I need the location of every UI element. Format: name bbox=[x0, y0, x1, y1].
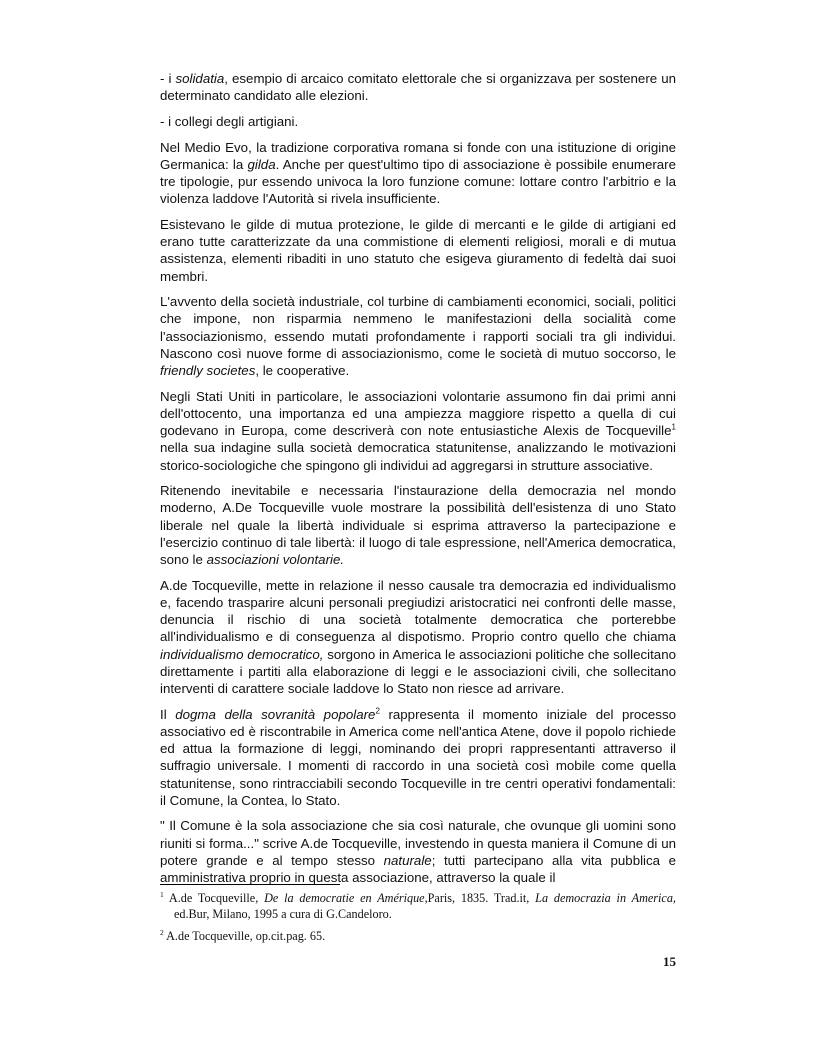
text-run: friendly societes bbox=[160, 363, 256, 379]
text-run: dogma della sovranità popolare bbox=[175, 706, 376, 722]
footnotes bbox=[160, 891, 676, 952]
paragraph bbox=[160, 577, 676, 697]
text-run: nella sua indagine sulla società democratica statunitense, analizzando le motivazioni storico-sociologiche che spingono gli individui ad aggregarsi in strutture associative. bbox=[160, 440, 676, 473]
text-run: - i collegi degli artigiani. bbox=[160, 113, 299, 129]
footnote-ref: 2 bbox=[160, 927, 164, 937]
footnote-2 bbox=[160, 929, 676, 945]
text-run: sorgono in America le associazioni politiche che sollecitano direttamente i partiti alla elaborazione di leggi e le associazioni civili, che sollecitano interventi di carattere sociale laddove lo Stato non riesce ad arrivare. bbox=[160, 646, 676, 696]
paragraph bbox=[160, 817, 676, 886]
text-run: naturale bbox=[383, 852, 432, 868]
paragraph bbox=[160, 113, 676, 130]
paragraph bbox=[160, 216, 676, 285]
paragraph bbox=[160, 482, 676, 568]
text-run: ed.Bur, Milano, 1995 a cura di G.Candeloro. bbox=[174, 906, 392, 921]
text-run: Ritenendo inevitabile e necessaria l'instaurazione della democrazia nel mondo moderno, A.De Tocqueville vuole mostrare la possibilità dell'esistenza di uno Stato liberale nel quale la libertà individuale si esprima attraverso la partecipazione e l'esercizio continuo di tale libertà: il luogo di tale espressione, nell'America democratica, sono le bbox=[160, 483, 676, 568]
text-run: rappresenta il momento iniziale del processo associativo ed è riscontrabile in America come nell'antica Atene, dove il popolo richiede ed attua la formazione di leggi, nominando dei propri rappresentanti attraverso il suffragio universale. I momenti di raccordo in una società così mobile come quella statunitense, sono rintracciabili secondo Tocqueville in tre centri operativi fondamentali: il Comune, la Contea, lo Stato. bbox=[160, 706, 677, 808]
paragraph bbox=[160, 293, 676, 379]
text-run: La democrazia in America, bbox=[535, 891, 676, 905]
paragraph bbox=[160, 706, 676, 809]
text-run: solidatia bbox=[175, 71, 225, 86]
text-run: A.de Tocqueville, bbox=[163, 891, 265, 905]
footnote-ref: 2 bbox=[375, 706, 380, 716]
text-run: gilda bbox=[247, 156, 276, 172]
text-run: L'avvento della società industriale, col turbine di cambiamenti economici, sociali, politici che impone, non risparmia nemmeno le manifestazioni della socialità come l'associazionismo, essendo mutati profondamente i rapporti sociali tra gli individui. Nascono così nuove forme di associazionismo, come le società di mutuo soccorso, le bbox=[160, 294, 676, 361]
text-run: - i bbox=[160, 71, 176, 86]
text-run: Esistevano le gilde di mutua protezione, le gilde di mercanti e le gilde di artigiani ed erano tutte caratterizzate da una commistione di elementi religiosi, morali e di mutua assistenza, elementi ribaditi in uno statuto che esigeva giuramento di fedeltà dai suoi membri. bbox=[160, 216, 676, 284]
text-run: " Il Comune è la sola associazione che sia così naturale, che ovunque gli uomini sono riuniti si forma..." scrive A.de Tocqueville, investendo in questa maniera il Comune di un potere grande e al tempo stesso bbox=[160, 818, 676, 868]
footnote-ref: 1 bbox=[671, 422, 676, 432]
footnote-1 bbox=[160, 891, 676, 922]
page-number: 15 bbox=[663, 954, 676, 969]
text-run: Nel Medio Evo, la tradizione corporativa romana si fonde con una istituzione di origine Germanica: la bbox=[160, 139, 676, 172]
text-run: ; tutti partecipano alla vita pubblica e amministrativa proprio in questa associazione, attraverso la quale il bbox=[160, 852, 676, 886]
footnote-ref: 1 bbox=[160, 889, 164, 899]
text-run: Il bbox=[160, 706, 176, 722]
paragraph bbox=[160, 139, 676, 208]
paragraph bbox=[160, 70, 676, 104]
text-run: De la democratie en Amérique, bbox=[264, 891, 428, 905]
text-run: A.de Tocqueville, op.cit.pag. 65. bbox=[163, 929, 326, 943]
text-run: , le cooperative. bbox=[255, 363, 350, 379]
text-run: individualismo democratico, bbox=[160, 646, 324, 662]
text-run: associazioni volontarie. bbox=[206, 552, 345, 568]
text-run: Negli Stati Uniti in particolare, le associazioni volontarie assumono fin dai primi anni dell'ottocento, una importanza ed una ampiezza maggiore rispetto a quella di cui godevano in Europa, come descriverà con note entusiastiche Alexis de Tocqueville bbox=[160, 388, 676, 439]
text-run: . Anche per quest'ultimo tipo di associazione è possibile enumerare tre tipologie, pur essendo univoca la loro funzione comune: lottare contro l'arbitrio e la violenza laddove l'Autorità si rivela insufficiente. bbox=[160, 156, 676, 207]
text-run: A.de Tocqueville, mette in relazione il nesso causale tra democrazia ed individualismo e, facendo trasparire alcuni personali pregiudizi aristocratici nei confronti delle masse, denuncia il rischio di una società totalmente democratica che porterebbe all'individualismo e di conseguenza al dispotismo. Proprio contro quello che chiama bbox=[160, 577, 676, 645]
paragraph bbox=[160, 388, 676, 474]
body-text bbox=[160, 70, 676, 895]
footnote-separator bbox=[160, 884, 340, 885]
text-run: Paris, 1835. Trad.it, bbox=[427, 891, 536, 905]
text-run: , esempio di arcaico comitato elettorale che si organizzava per sostenere un determinato candidato alle elezioni. bbox=[160, 71, 676, 104]
